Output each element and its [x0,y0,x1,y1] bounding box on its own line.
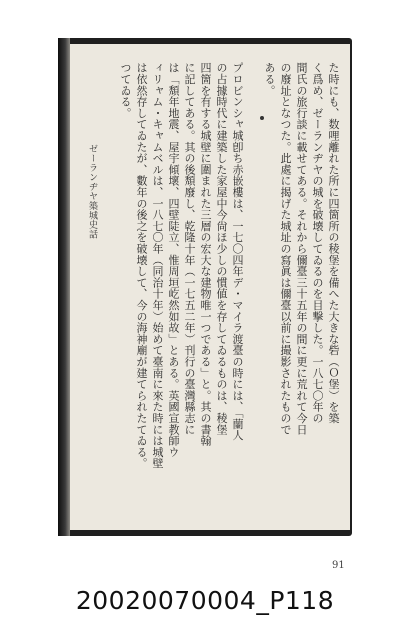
text-column: プロビンシャ城卽ち赤嵌樓は、一七〇四年デ・マイラ渡臺の時には、「蘭人 [231,62,244,441]
text-column: ある。 [263,62,276,96]
text-column: た時にも、数哩離れた所に四箇所の稜堡を備へた大きな砦（Ｏ堡）を築 [327,62,340,424]
text-column: は「頽年地震、屋宇傾壞、四壁陡立、惟周垣屹然如故」とある。英國宣教師ウ [167,62,180,458]
page-number: 91 [332,560,345,571]
text-column: ィリャム・キャムベルは、一八七〇年（同治十年）始めて臺南に來た時には城壁 [151,62,164,469]
book-gutter [58,38,70,536]
text-column: 四箇を有する城壁に圍まれた三層の宏大な建物唯一つである」と。其の書翰 [199,62,212,447]
text-column: の占據時代に建築した家屋中今尙ほ少しの慣値を存してゐるものは、稜堡 [215,62,228,435]
text-column: つてゐる。 [119,62,132,119]
book-page [68,44,350,571]
text-column: く爲め、ゼーランヂヤの城を破壊してゐるのを目撃した。一八七〇年の [311,62,324,424]
text-column: は依然存してゐたが、數年の後之を破壊して、今の海神廟が建てられたてゐる。 [135,62,148,469]
paragraph-marker [260,116,264,120]
running-head: ゼーランヂヤ築城史話 [87,144,97,239]
text-column: の廢址となつた。此處に揭げた城址の寫眞は儞臺以前に撮影されたもので [279,62,292,435]
text-column: に記してある。其の後頽廢し、乾隆十年（一七五二年）刊行の臺灣縣志に [183,62,196,435]
image-caption: 20020070004_P118 [75,586,335,615]
text-column: 間氏の旅行談に載せてある。それから儞臺三十五年の間に更に荒れて今日 [295,62,308,435]
